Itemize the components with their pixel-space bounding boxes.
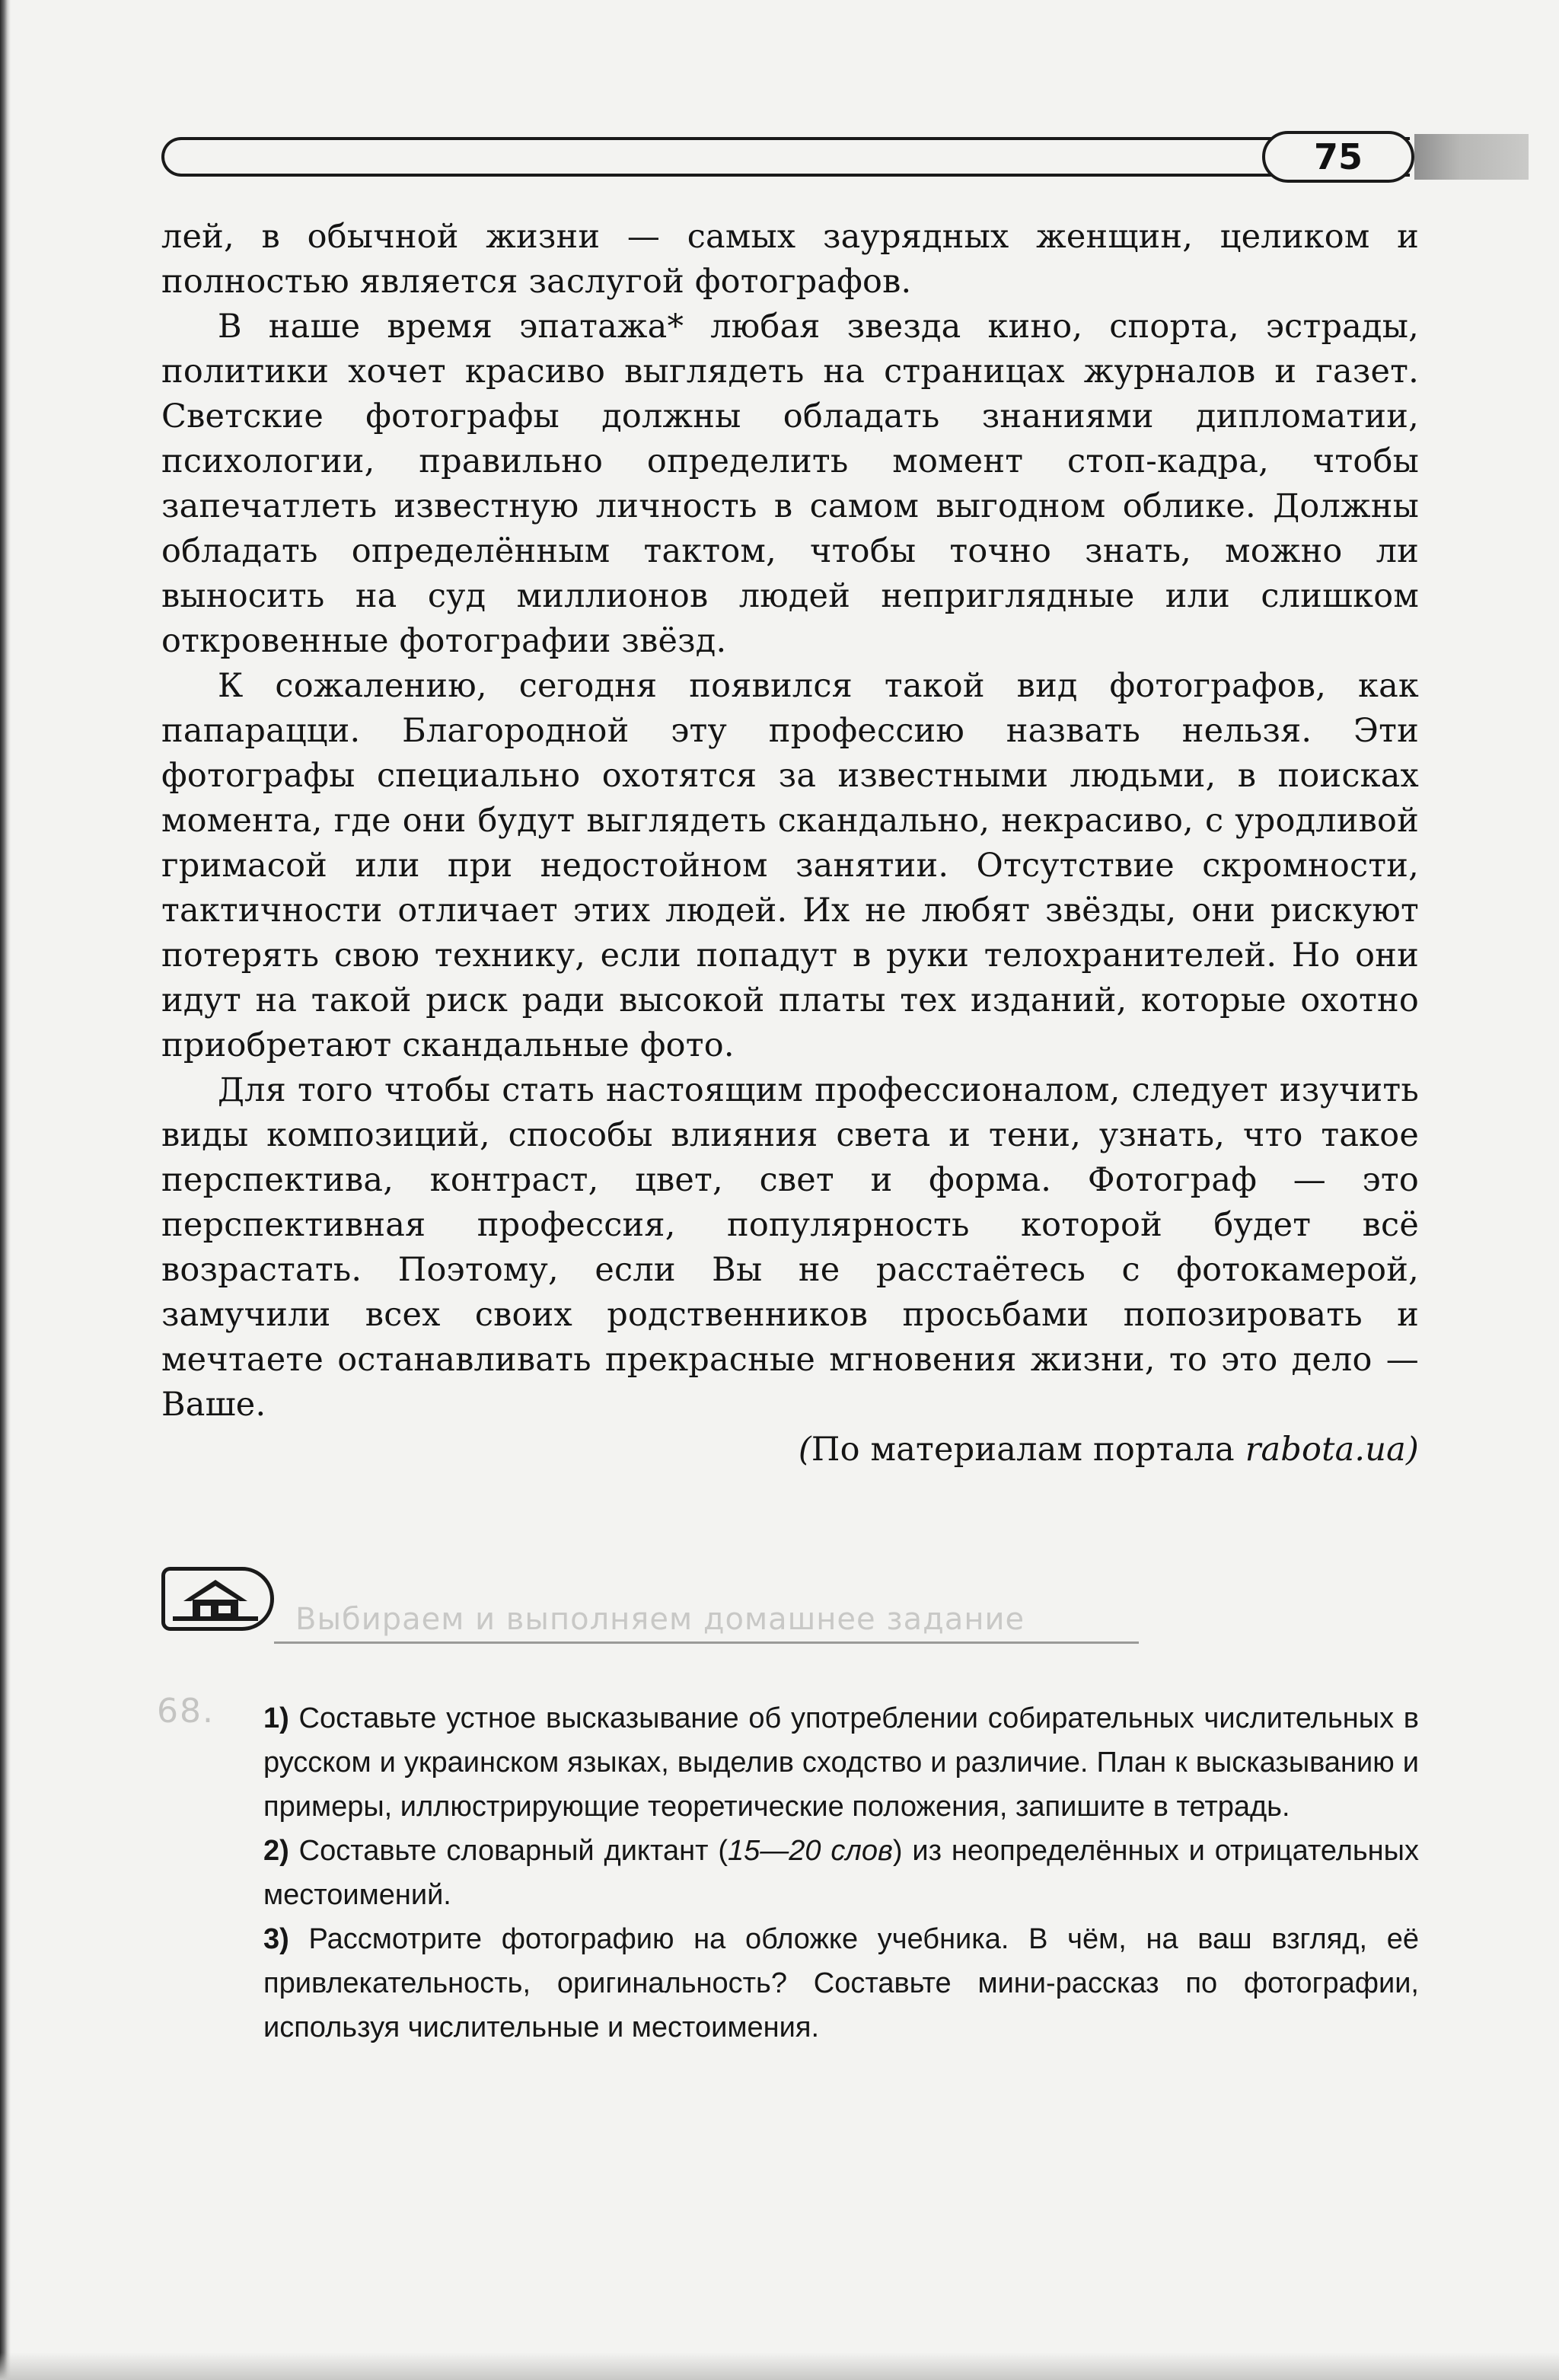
source-text: По материалам портала [811, 1431, 1245, 1469]
task-3-text: Рассмотрите фотографию на обложке учебника. В чём, на ваш взгляд, её привлекательность, оригинальность? Составьте мини-рассказ по фотографии, используя числительные и местоимения. [263, 1923, 1419, 2043]
task-2-number: 2) [263, 1835, 289, 1867]
source-site: rabota.ua) [1245, 1431, 1419, 1469]
page-bottom-shade [0, 2353, 1559, 2380]
homework-title: Выбираем и выполняем домашнее задание [295, 1602, 1025, 1637]
page-binding-edge [0, 0, 11, 2380]
article-source [161, 1428, 1419, 1472]
task-1-number: 1) [263, 1702, 289, 1734]
task-2 [263, 1829, 1419, 1917]
task-1 [263, 1696, 1419, 1829]
exercise-number: 68. [157, 1692, 215, 1731]
source-open-paren: ( [798, 1431, 811, 1469]
task-2-text-after: ) из неопределённых и отрицательных местоимений. [263, 1835, 1419, 1911]
task-3 [263, 1917, 1419, 2050]
article-paragraph-4: Для того чтобы стать настоящим профессионалом, следует изучить виды композиций, способы влияния света и тени, узнать, что такое перспектива, контраст, цвет, свет и форма. Фотограф — это перспективная профессия, популярность которой будет всё возрастать. Поэтому, если Вы не расстаётесь с фотокамерой, замучили всех своих родственников просьбами попозировать и мечтаете останавливать прекрасные мгновения жизни, то это дело — Ваше. [161, 1071, 1419, 1424]
article-paragraph-2: В наше время эпатажа* любая звезда кино, спорта, эстрады, политики хочет красиво выглядеть на страницах журналов и газет. Светские фотографы должны обладать знаниями дипломатии, психологии, правильно определить момент стоп-кадра, чтобы запечатлеть известную личность в самом выгодном облике. Должны обладать определённым тактом, чтобы точно знать, можно ли выносить на суд миллионов людей неприглядные или слишком откровенные фотографии звёзд. [161, 308, 1419, 660]
task-1-text: Составьте устное высказывание об употреблении собирательных числительных в русском и украинском языках, выделив сходство и различие. План к высказыванию и примеры, иллюстрирующие теоретические положения, запишите в тетрадь. [263, 1702, 1419, 1823]
page-number: 75 [1313, 136, 1363, 177]
article-text [161, 215, 1419, 1472]
homework-title-underline [274, 1641, 1139, 1644]
task-3-number: 3) [263, 1923, 289, 1955]
header-bar [161, 137, 1410, 177]
header-shade [1414, 134, 1529, 180]
article-paragraph-3: К сожалению, сегодня появился такой вид фотографов, как папарацци. Благородной эту профессию назвать нельзя. Эти фотографы специально охотятся за известными людьми, в поисках момента, где они будут выглядеть скандально, некрасиво, с уродливой гримасой или при недостойном занятии. Отсутствие скромности, тактичности отличает этих людей. Их не любят звёзды, они рискуют потерять свою технику, если попадут в руки телохранителей. Но они идут на такой риск ради высокой платы тех изданий, которые охотно приобретают скандальные фото. [161, 667, 1419, 1064]
page-number-tab [1262, 131, 1414, 183]
house-icon [161, 1567, 274, 1631]
task-2-italic: 15—20 слов [728, 1835, 893, 1867]
exercise-tasks [263, 1696, 1419, 2050]
article-paragraph-1: лей, в обычной жизни — самых заурядных женщин, целиком и полностью является заслугой фотографов. [161, 218, 1419, 301]
task-2-text-before: Составьте словарный диктант ( [289, 1835, 728, 1867]
